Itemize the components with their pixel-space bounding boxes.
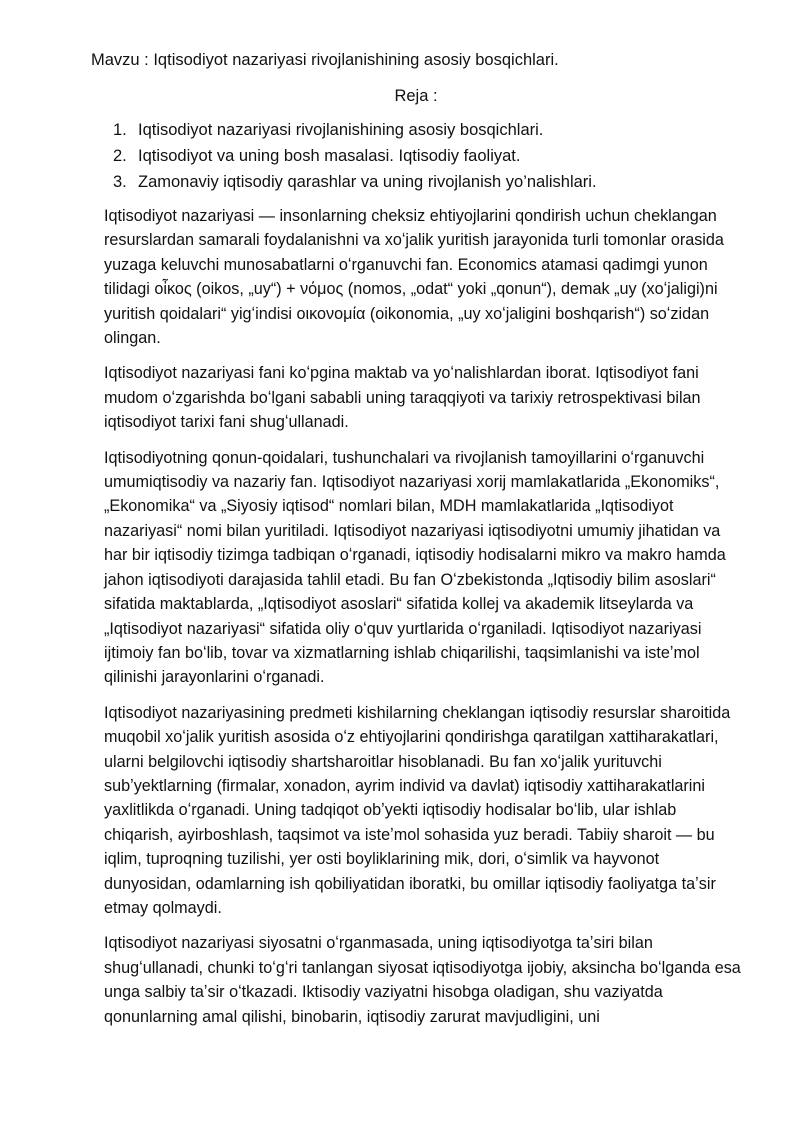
plan-item xyxy=(113,169,597,195)
plan-item-text: Iqtisodiyot va uning bosh masalasi. Iqtisodiy faoliyat. xyxy=(138,147,521,165)
body-paragraph: Iqtisodiyot nazariyasi — insonlarning cheksiz ehtiyojlarini qondirish uchun cheklangan resurslardan samarali foydalanishni va xoʻjalik yuritish jarayonida turli tomonlar orasida yuzaga keluvchi munosabatlarni oʻrganuvchi fan. Economics atamasi qadimgi yunon tilidagi οἶκος (oikos, „uy“) + νόμος (nomos, „odat“ yoki „qonun“), demak „uy (xoʻjaligi)ni yuritish qoidalari“ yigʻindisi οικονομία (oikonomia, „uy xoʻjaligini boshqarish“) soʻzidan olingan. xyxy=(104,207,724,348)
body-paragraph: Iqtisodiyotning qonun-qoidalari, tushunchalari va rivojlanish tamoyillarini oʻrganuvchi umumiqtisodiy va nazariy fan. Iqtisodiyot nazariyasi xorij mamlakatlarida „Ekonomiks“, „Ekonomika“ va „Siyosiy iqtisod“ nomlari bilan, MDH mamlakatlarida „Iqtisodiyot nazariyasi“ nomi bilan yuritiladi. Iqtisodiyot nazariyasi iqtisodiyotni umumiy jihatidan va har bir iqtisodiy tizimga tadbiqan oʻrganadi, iqtisodiy hodisalarni mikro va makro hamda jahon iqtisodiyoti darajasida tahlil etadi. Bu fan Oʻzbekistonda „Iqtisodiy bilim asoslari“ sifatida maktablarda, „Iqtisodiyot asoslari“ sifatida kollej va akademik litseylarda va „Iqtisodiyot nazariyasi“ sifatida oliy oʻquv yurtlarida oʻrganiladi. Iqtisodiyot nazariyasi ijtimoiy fan boʻlib, tovar va xizmatlarning ishlab chiqarilishi, taqsimlanishi va isteʼmol qilinishi jarayonlarini oʻrganadi. xyxy=(104,448,726,687)
plan-heading: Reja : xyxy=(394,87,438,105)
plan-item-text: Iqtisodiyot nazariyasi rivojlanishining asosiy bosqichlari. xyxy=(138,121,544,139)
body-paragraph: Iqtisodiyot nazariyasi siyosatni oʻrganmasada, uning iqtisodiyotga taʼsiri bilan shugʻullanadi, chunki toʻgʻri tanlangan siyosat iqtisodiyotga ijobiy, aksincha boʻlganda esa unga salbiy taʼsir oʻtkazadi. Iktisodiy vaziyatni hisobga oladigan, shu vaziyatda qonunlarning amal qilishi, binobarin, iqtisodiy zarurat mavjudligini, uni xyxy=(104,934,741,1026)
document-title: Mavzu : Iqtisodiyot nazariyasi rivojlanishining asosiy bosqichlari. xyxy=(91,51,559,69)
document-body xyxy=(104,204,744,1040)
plan-item xyxy=(113,117,597,143)
plan-item-number: 1. xyxy=(113,121,127,139)
plan-item-number: 3. xyxy=(113,173,127,191)
body-paragraph: Iqtisodiyot nazariyasi fani koʻpgina maktab va yoʻnalishlardan iborat. Iqtisodiyot fani mudom oʻzgarishda boʻlgani sababli uning taraqqiyoti va tarixiy retrospektivasi bilan iqtisodiyot tarixi fani shugʻullanadi. xyxy=(104,364,701,432)
plan-item xyxy=(113,143,597,169)
plan-item-number: 2. xyxy=(113,147,127,165)
body-paragraph: Iqtisodiyot nazariyasining predmeti kishilarning cheklangan iqtisodiy resurslar sharoitida muqobil xoʻjalik yuritish asosida oʻz ehtiyojlarini qondirishga qaratilgan xattiharakatlari, ularni belgilovchi iqtisodiy shartsharoitlar hisoblanadi. Bu fan xoʻjalik yurituvchi subʼyektlarning (firmalar, xonadon, ayrim individ va davlat) iqtisodiy xattiharakatlarini yaxlitlikda oʻrganadi. Uning tadqiqot obʼyekti iqtisodiy hodisalar boʻlib, ular ishlab chiqarish, ayirboshlash, taqsimot va isteʼmol sohasida yuz beradi. Tabiiy sharoit — bu iqlim, tuproqning tuzilishi, yer osti boyliklarining mik, dori, oʻsimlik va hayvonot dunyosidan, odamlarning ish qobiliyatidan iboratki, bu omillar iqtisodiy faoliyatga taʼsir etmay qolmaydi. xyxy=(104,703,731,917)
plan-item-text: Zamonaviy iqtisodiy qarashlar va uning rivojlanish yo’nalishlari. xyxy=(138,173,597,191)
plan-list xyxy=(113,117,597,195)
